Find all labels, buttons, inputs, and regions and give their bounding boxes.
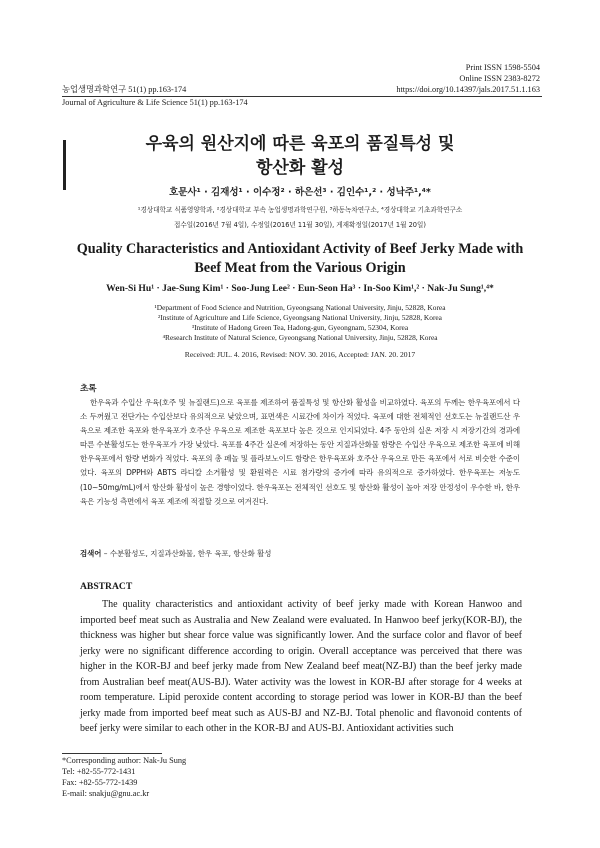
header-rule xyxy=(62,96,542,97)
authors-en: Wen-Si Hu¹ · Jae-Sung Kim¹ · Soo-Jung Lee² · Eun-Seon Ha³ · In-Soo Kim¹,² · Nak-Ju Sung¹,⁴* xyxy=(106,283,494,294)
journal-name-en: Journal of Agriculture & Life Science 51(1) pp.163-174 xyxy=(62,98,248,107)
abstract-en-body: The quality characteristics and antioxidant activity of beef jerky made with Korean Hanwoo and imported beef meat such as Australia and New Zealand were evaluated. In Hanwoo beef jerky(KOR-BJ), the thickness was higher but shear force value was significantly lower. And the surface color and flavor of beef jerky were no significant difference according to origin. Overall acceptance was perceived that there was higher in the KOR-BJ and beef jerky made from New Zealand beef meat(NZ-BJ) than the beef jerky made from Australian beef meat(AUS-BJ). Water activity was the lowest in KOR-BJ after storage for 4 weeks at room temperature. Lipid peroxide content according to storage period was lower in KOR-BJ than the beef jerky made from imported beef meat such as AUS-BJ and NZ-BJ. Total phenolic and flavonoid contents of beef jerky were similar to each other in the KOR-BJ and AUS-BJ. Antioxidant activities such xyxy=(80,599,522,734)
footnote-tel: Tel: +82-55-772-1431 xyxy=(62,767,136,776)
corresponding-author: *Corresponding author: Nak-Ju Sung xyxy=(62,756,187,765)
abstract-ko-heading: 초록 xyxy=(80,384,97,394)
affiliation-en-3: ³Institute of Hadong Green Tea, Hadong-gun, Gyeongnam, 52304, Korea xyxy=(191,323,409,332)
title-ko-line2: 항산화 활성 xyxy=(255,158,345,178)
affiliation-en-4: ⁴Research Institute of Natural Science, Gyeongsang National University, Jinju, 52828, Korea xyxy=(162,333,438,342)
keywords-ko-label: 검색어 xyxy=(80,549,102,558)
doi-link[interactable]: https://doi.org/10.14397/jals.2017.51.1.163 xyxy=(396,85,540,94)
keywords-ko-text: – 수분활성도, 지질과산화물, 한우 육포, 항산화 활성 xyxy=(101,549,272,558)
keywords-ko xyxy=(80,548,520,559)
journal-name-ko: 농업생명과학연구 51(1) pp.163-174 xyxy=(62,85,187,94)
received-dates-en: Received: JUL. 4. 2016, Revised: NOV. 30. 2016, Accepted: JAN. 20. 2017 xyxy=(184,350,416,359)
footnote-fax: Fax: +82-55-772-1439 xyxy=(62,778,138,787)
authors-ko: 호문사¹ · 김재성¹ · 이수정² · 하은선³ · 김인수¹,² · 성낙주¹,⁴* xyxy=(169,187,431,198)
affiliations-ko: ¹경상대학교 식품영양학과, ²경상대학교 부속 농업생명과학연구원, ³하동녹차연구소, ⁴경상대학교 기초과학연구소 xyxy=(137,206,463,214)
footnote-rule xyxy=(62,753,162,754)
abstract-ko-body: 한우육과 수입산 우육(호주 및 뉴질랜드)으로 육포를 제조하여 품질특성 및 항산화 활성을 비교하였다. 육포의 두께는 한우육포에서 다소 두꺼웠고 전단가는 수입산보다 유의적으로 낮았으며, 표면색은 시료간에 차이가 적었다. 육포에 대한 전체적인 선호도는 뉴질랜드산 우육으로 제조한 육포와 한우육포가 호주산 우육으로 제조한 육포보다 높은 것으로 인지되었다. 4주 동안의 실온 저장 시 저장기간의 경과에 따른 수분활성도는 한우육포가 가장 낮았다. 육포를 4주간 실온에 저장하는 동안 지질과산화물 함량은 수입산 우육으로 제조한 육포에 비해 한우육포에서 함량 변화가 적었다. 육포의 총 페놀 및 플라보노이드 함량은 한우육포와 호주산 우육으로 만든 육포에서 서로 비슷한 수준이었다. 육포의 DPPH와 ABTS 라디칼 소거활성 및 환원력은 시료 첨가량의 증가에 따라 유의적으로 증가하였다. 한우육포는 저농도(10~50mg/mL)에서 항산화 활성이 높은 경향이었다. 한우육포는 전체적인 선호도 및 항산화 활성이 높아 저장 안정성이 우수한 바, 한우육은 기능성 측면에서 육포 제조에 적절할 것으로 여겨진다. xyxy=(80,398,520,506)
title-ko-line1: 우육의 원산지에 따른 육포의 품질특성 및 xyxy=(145,134,455,154)
affiliation-en-1: ¹Department of Food Science and Nutrition, Gyeongsang National University, Jinju, 52828, Korea xyxy=(154,303,446,312)
abstract-en-heading: ABSTRACT xyxy=(80,581,133,592)
online-issn: Online ISSN 2383-8272 xyxy=(459,74,540,83)
title-en-line2: Beef Meat from the Various Origin xyxy=(194,260,406,276)
affiliation-en-2: ²Institute of Agriculture and Life Science, Gyeongsang National University, Jinju, 52828, Korea xyxy=(158,313,442,322)
dates-ko: 접수일(2016년 7월 4일), 수정일(2016년 11월 30일), 게재확정일(2017년 1월 20일) xyxy=(174,221,426,229)
footnote-email[interactable]: E-mail: snakju@gnu.ac.kr xyxy=(62,789,150,798)
title-en-line1: Quality Characteristics and Antioxidant Activity of Beef Jerky Made with xyxy=(76,241,524,257)
print-issn: Print ISSN 1598-5504 xyxy=(465,63,540,72)
